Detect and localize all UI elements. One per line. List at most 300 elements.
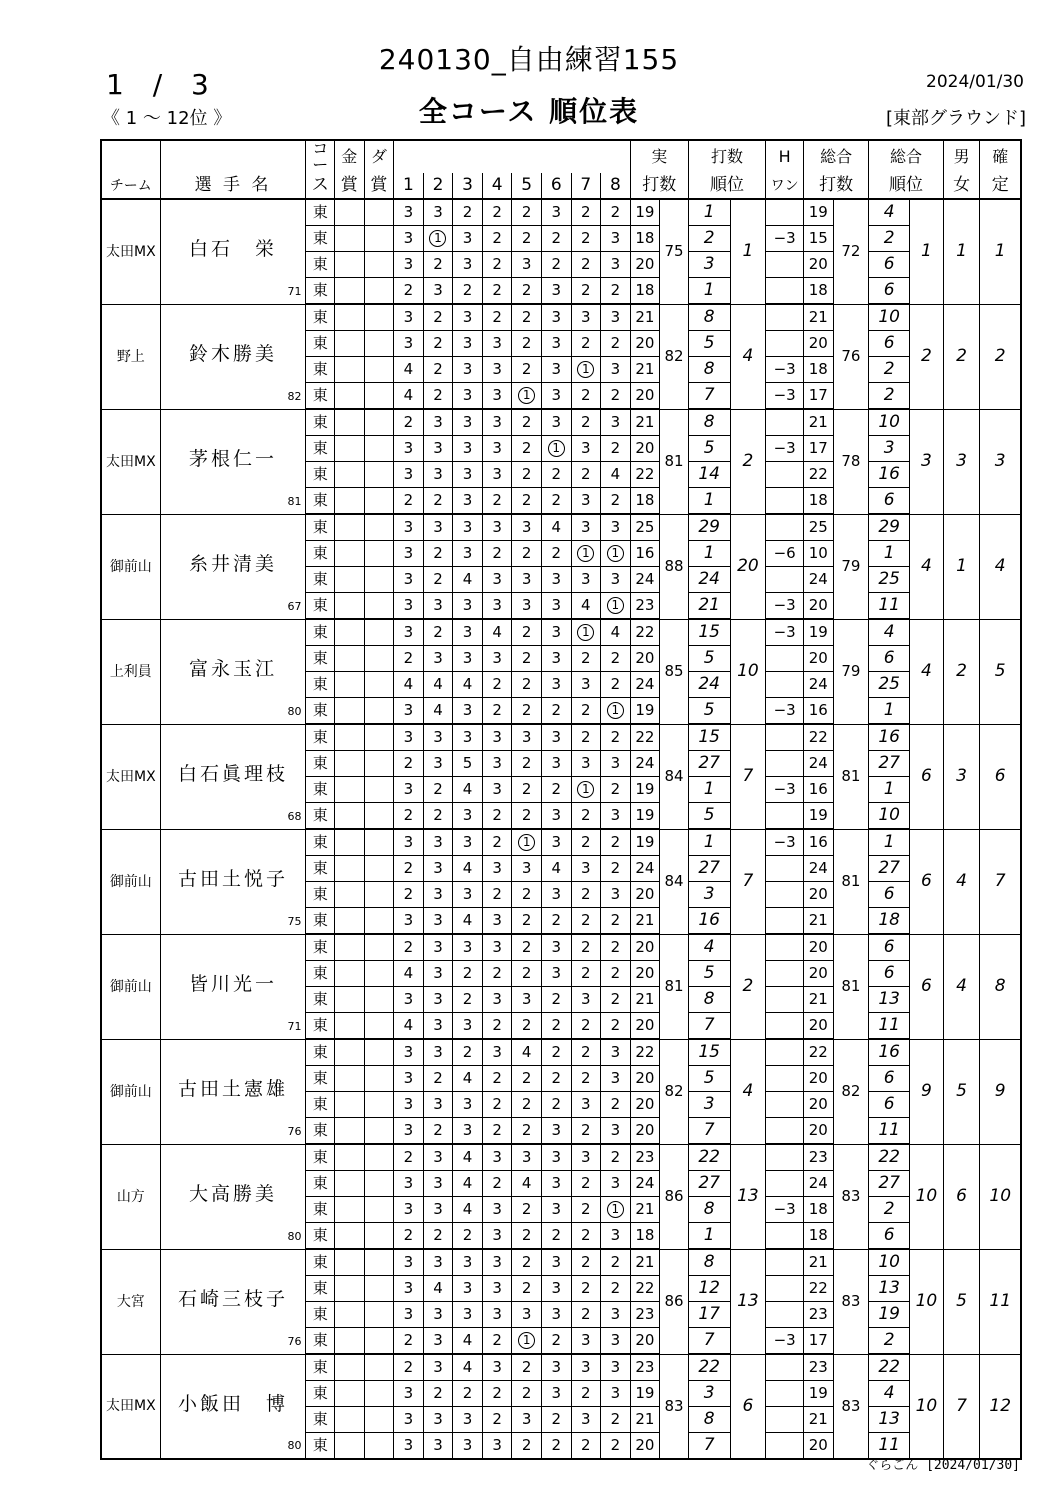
round-score: 20 [630,1118,660,1145]
hole-score: 3 [512,1302,542,1328]
player-name-cell [160,1249,306,1354]
hole-score: 2 [541,462,571,488]
gold-cell [335,856,365,882]
handicap: 80 [287,1229,302,1243]
course-cell: 東 [306,383,335,410]
hole-score: 3 [482,856,512,882]
hole-score: 2 [423,567,453,593]
total-score: 81 [833,934,869,1039]
hole-score: 3 [601,803,631,830]
round-rank: 3 [688,1381,730,1407]
hole-score: 3 [541,961,571,987]
hole-score: 3 [453,1302,483,1328]
total-round-score: 16 [804,829,834,856]
da-cell [364,777,394,803]
col-hone: ワン [766,173,804,199]
table-row [101,724,1021,751]
hole-score: 3 [541,1118,571,1145]
hole-score: 3 [453,1092,483,1118]
gender-rank: 3 [943,724,980,829]
hole-score: 3 [571,488,601,515]
total-score: 78 [833,409,869,514]
hole-in-one-bonus [766,1354,804,1381]
round-rank: 7 [688,383,730,410]
total-round-rank: 4 [869,199,910,226]
total-round-score: 20 [804,252,834,278]
round-score: 19 [630,803,660,830]
hole-score: 3 [541,1276,571,1302]
course-cell: 東 [306,1092,335,1118]
total-round-rank: 27 [869,856,910,882]
hole-score: 2 [394,1328,424,1355]
hole-score: 4 [394,357,424,383]
hole-score: 2 [512,619,542,646]
hole-score: 2 [482,1066,512,1092]
hole-score: 2 [601,1092,631,1118]
hole-in-one-bonus: −3 [766,357,804,383]
round-score: 20 [630,1066,660,1092]
gender-rank: 5 [943,1249,980,1354]
hole-score: 2 [512,331,542,357]
hole-in-one-bonus [766,1144,804,1171]
hole-score: 2 [512,1354,542,1381]
team-cell: 御前山 [101,514,160,619]
hole-score: 2 [482,672,512,698]
handicap: 76 [287,1334,302,1348]
round-rank: 8 [688,987,730,1013]
results-table [100,139,1022,1460]
hole-score: 4 [601,619,631,646]
hole-in-one-bonus [766,488,804,515]
round-rank: 7 [688,1328,730,1355]
gold-cell [335,436,365,462]
hole-in-one-bonus [766,724,804,751]
hole-score: 2 [512,278,542,305]
hole-score: 3 [541,593,571,620]
round-rank: 8 [688,1407,730,1433]
stroke-rank: 2 [730,409,766,514]
total-rank: 4 [910,514,944,619]
hole-score: 2 [541,226,571,252]
player-name: 富永玉江 [189,658,278,680]
hole-score: 4 [453,1197,483,1223]
hole-score: 2 [601,1433,631,1460]
hole-score: 2 [482,488,512,515]
hole-score: 3 [482,1433,512,1460]
gold-cell [335,1276,365,1302]
hole-score: 2 [571,1276,601,1302]
hole-score: 3 [512,856,542,882]
round-score: 25 [630,514,660,541]
hole-score: 2 [601,1013,631,1040]
gold-cell [335,1407,365,1433]
hole-score: 2 [512,961,542,987]
hole-score: 2 [601,646,631,672]
hole-score: 3 [423,199,453,226]
da-cell [364,226,394,252]
hole-score: 3 [394,1433,424,1460]
total-round-rank: 2 [869,1328,910,1355]
hole-score: 2 [482,1328,512,1355]
hole-score: 2 [512,803,542,830]
total-round-score: 20 [804,934,834,961]
hole-in-one-bonus [766,409,804,436]
hole-score: 2 [541,1066,571,1092]
player-name-cell [160,304,306,409]
total-round-score: 23 [804,1144,834,1171]
hole-score: 3 [423,934,453,961]
total-round-rank: 6 [869,1092,910,1118]
hole-score: 2 [482,961,512,987]
gender-rank: 1 [943,199,980,304]
player-name: 古田土悦子 [178,868,289,890]
hole-score: 2 [482,829,512,856]
round-rank: 7 [688,1013,730,1040]
col-hone-top: H [766,140,804,173]
round-score: 20 [630,331,660,357]
round-score: 23 [630,1354,660,1381]
hole-score [571,541,601,567]
hole-in-one-bonus: −3 [766,436,804,462]
total-round-score: 23 [804,1354,834,1381]
gold-cell [335,751,365,777]
hole-score: 3 [453,436,483,462]
final-rank: 8 [980,934,1021,1039]
actual-total: 86 [660,1144,689,1249]
da-cell [364,199,394,226]
hole-score: 2 [541,1013,571,1040]
hole-score: 3 [453,331,483,357]
gold-cell [335,278,365,305]
gold-cell [335,777,365,803]
hole-score: 2 [453,987,483,1013]
hole-in-one-bonus [766,252,804,278]
gold-cell [335,1223,365,1250]
hole-score: 3 [423,1092,453,1118]
gold-cell [335,619,365,646]
hole-in-one-bonus: −3 [766,1197,804,1223]
total-round-score: 22 [804,462,834,488]
hole-score: 3 [541,357,571,383]
gold-cell [335,331,365,357]
gold-cell [335,226,365,252]
hole-score: 2 [423,1066,453,1092]
hole-in-one-bonus [766,567,804,593]
hole-in-one-bonus: −3 [766,829,804,856]
round-rank: 8 [688,1197,730,1223]
course-cell: 東 [306,1433,335,1460]
hole-score: 3 [453,724,483,751]
round-score: 23 [630,1144,660,1171]
hole-score: 2 [571,1302,601,1328]
hole-score: 3 [394,541,424,567]
total-round-rank: 27 [869,751,910,777]
hole-score: 3 [453,383,483,410]
gold-cell [335,672,365,698]
course-cell: 東 [306,961,335,987]
hole-score: 3 [601,514,631,541]
round-rank: 2 [688,226,730,252]
hole-score: 4 [453,1144,483,1171]
hole-score: 4 [541,514,571,541]
page-number: 1 / 3 [106,68,219,101]
course-cell: 東 [306,829,335,856]
hole-in-one-mark: 1 [577,361,594,378]
hole-score: 2 [482,1407,512,1433]
hole-in-one-bonus [766,882,804,908]
hole-score: 4 [453,1171,483,1197]
hole-score: 2 [541,777,571,803]
hole-score: 3 [453,514,483,541]
hole-score: 3 [482,724,512,751]
col-rank-top: 打数 [688,140,766,173]
venue-label: [東部グラウンド] [885,108,1026,129]
hole-score: 3 [482,593,512,620]
total-round-score: 20 [804,1013,834,1040]
hole-score: 2 [571,278,601,305]
hole-score: 2 [423,488,453,515]
player-name-cell [160,199,306,304]
final-rank: 2 [980,304,1021,409]
table-row [101,514,1021,541]
hole-score: 4 [453,856,483,882]
da-cell [364,698,394,725]
hole-score: 3 [541,383,571,410]
hole-score: 2 [541,1039,571,1066]
player-name-cell [160,1039,306,1144]
hole-score: 3 [423,856,453,882]
hole-score: 2 [571,882,601,908]
hole-in-one-bonus [766,803,804,830]
round-score: 19 [630,1381,660,1407]
hole-score: 2 [512,1433,542,1460]
hole-score: 3 [423,908,453,935]
round-rank: 12 [688,1276,730,1302]
hole-score: 2 [482,698,512,725]
round-rank: 24 [688,672,730,698]
total-round-rank: 2 [869,1197,910,1223]
hole-score: 2 [423,357,453,383]
hole-score: 3 [453,226,483,252]
hole-in-one-mark: 1 [607,702,624,719]
hole-score: 2 [512,1013,542,1040]
da-cell [364,1144,394,1171]
hole-score: 3 [394,304,424,331]
hole-in-one-mark: 1 [577,545,594,562]
stroke-rank: 4 [730,304,766,409]
team-cell: 大宮 [101,1249,160,1354]
hole-score: 2 [482,541,512,567]
hole-score: 3 [482,462,512,488]
course-cell: 東 [306,409,335,436]
da-cell [364,1433,394,1460]
total-round-rank: 22 [869,1144,910,1171]
hole-score: 3 [423,1354,453,1381]
col-da: 賞 [364,173,394,199]
hole-score: 2 [512,436,542,462]
course-cell: 東 [306,278,335,305]
round-score: 16 [630,541,660,567]
gender-rank: 7 [943,1354,980,1459]
hole-score: 2 [512,777,542,803]
hole-score: 2 [394,882,424,908]
round-rank: 1 [688,199,730,226]
hole-in-one-mark: 1 [577,624,594,641]
hole-score [601,541,631,567]
gold-cell [335,593,365,620]
hole-score: 2 [571,383,601,410]
hole-score: 3 [482,934,512,961]
da-cell [364,751,394,777]
gender-rank: 5 [943,1039,980,1144]
col-name: 選 手 名 [160,173,306,199]
hole-in-one-bonus [766,1013,804,1040]
hole-score: 2 [453,1381,483,1407]
hole-in-one-mark: 1 [577,781,594,798]
hole-score: 3 [482,514,512,541]
hole-score: 2 [423,803,453,830]
da-cell [364,357,394,383]
hole-score [541,436,571,462]
total-score: 76 [833,304,869,409]
hole-score: 3 [482,331,512,357]
total-score: 81 [833,724,869,829]
round-score: 20 [630,934,660,961]
hole-score: 2 [512,751,542,777]
hole-in-one-bonus [766,987,804,1013]
course-cell: 東 [306,1118,335,1145]
hole-score: 2 [423,1223,453,1250]
total-rank: 6 [910,724,944,829]
round-rank: 1 [688,777,730,803]
actual-total: 84 [660,724,689,829]
round-rank: 1 [688,541,730,567]
hole-score: 3 [423,987,453,1013]
hole-score: 2 [512,357,542,383]
total-round-score: 19 [804,803,834,830]
total-round-rank: 11 [869,1118,910,1145]
da-cell [364,1197,394,1223]
total-round-score: 10 [804,541,834,567]
hole-score: 2 [394,934,424,961]
total-round-score: 17 [804,383,834,410]
player-name: 糸井清美 [189,553,278,575]
total-round-rank: 13 [869,987,910,1013]
hole-score: 2 [541,1223,571,1250]
hole-score: 2 [571,1249,601,1276]
hole-score: 3 [601,1381,631,1407]
gold-cell [335,1171,365,1197]
hole-score: 3 [394,1381,424,1407]
stroke-rank: 4 [730,1039,766,1144]
final-rank: 5 [980,619,1021,724]
hole-in-one-bonus: −3 [766,619,804,646]
hole-score: 3 [423,1171,453,1197]
hole-in-one-bonus [766,751,804,777]
hole-score: 2 [453,199,483,226]
course-cell: 東 [306,1249,335,1276]
gold-cell [335,357,365,383]
round-score: 19 [630,829,660,856]
final-rank: 12 [980,1354,1021,1459]
hole-in-one-bonus [766,1407,804,1433]
player-name-cell [160,724,306,829]
gold-cell [335,1302,365,1328]
player-name-cell [160,514,306,619]
da-cell [364,882,394,908]
round-rank: 22 [688,1354,730,1381]
hole-score: 4 [453,1354,483,1381]
table-row [101,1144,1021,1171]
gold-cell [335,1118,365,1145]
round-score: 18 [630,488,660,515]
hole-score: 2 [482,882,512,908]
hole-score: 3 [394,724,424,751]
hole-score: 3 [482,436,512,462]
col-total: 打数 [804,173,869,199]
hole-score: 2 [541,987,571,1013]
total-rank: 3 [910,409,944,514]
table-row [101,934,1021,961]
team-cell: 太田MX [101,199,160,304]
round-rank: 5 [688,646,730,672]
course-cell: 東 [306,304,335,331]
team-cell: 御前山 [101,1039,160,1144]
hole-score: 3 [394,1092,424,1118]
total-round-score: 23 [804,1302,834,1328]
da-cell [364,593,394,620]
stroke-rank: 10 [730,619,766,724]
player-name: 小飯田 博 [178,1392,289,1415]
course-cell: 東 [306,1144,335,1171]
hole-score [512,383,542,410]
total-rank: 10 [910,1144,944,1249]
course-cell: 東 [306,1354,335,1381]
hole-score: 3 [394,1302,424,1328]
da-cell [364,1092,394,1118]
player-name-cell [160,1144,306,1249]
hole-in-one-mark: 1 [518,1332,535,1349]
handicap: 81 [287,494,302,508]
round-rank: 5 [688,961,730,987]
course-cell: 東 [306,856,335,882]
total-score: 79 [833,619,869,724]
hole-score: 2 [512,934,542,961]
hole-score [512,1328,542,1355]
hole-score: 3 [453,1249,483,1276]
round-rank: 4 [688,934,730,961]
hole-score: 3 [601,1302,631,1328]
hole-score: 3 [423,436,453,462]
hole-score: 2 [541,1433,571,1460]
hole-score: 2 [571,724,601,751]
da-cell [364,1407,394,1433]
hole-score: 3 [512,987,542,1013]
final-rank: 6 [980,724,1021,829]
total-round-rank: 6 [869,961,910,987]
course-cell: 東 [306,331,335,357]
handicap: 68 [287,809,302,823]
handicap: 71 [287,284,302,298]
hole-score: 2 [512,462,542,488]
da-cell [364,961,394,987]
hole-score: 3 [423,462,453,488]
hole-score: 3 [394,1407,424,1433]
total-round-rank: 3 [869,436,910,462]
total-round-score: 20 [804,882,834,908]
hole-score: 3 [512,724,542,751]
hole-score: 2 [512,1066,542,1092]
